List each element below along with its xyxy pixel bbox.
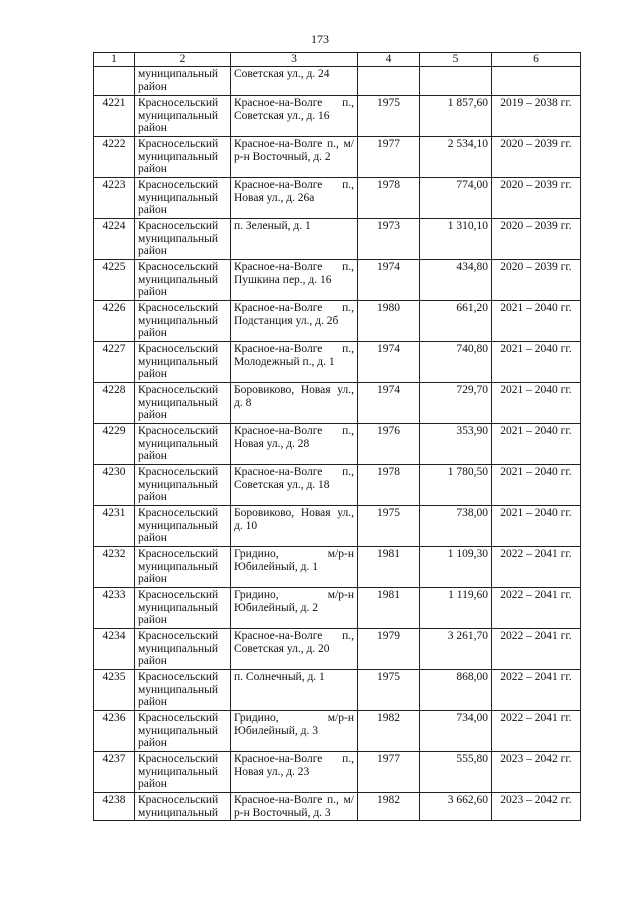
cell-district-text: Красносельский муниципальный район [138,138,219,176]
table-row [94,506,581,547]
cell-address-text: Гридино, м/р-н Юбилейный, д. 1 [234,548,354,573]
cell-district-text: Красносельский муниципальный район [138,97,219,135]
cell-address-text: Красное-на-Волге п., Пушкина пер., д. 16 [234,261,354,286]
cell-district-text: Красносельский муниципальный район [138,384,219,422]
table-row [94,547,581,588]
cell-year: 1977 [358,752,420,793]
cell-district [135,711,231,752]
cell-period: 2022 – 2041 гг. [492,711,581,752]
cell-address-text: п. Зеленый, д. 1 [234,220,311,232]
cell-period: 2020 – 2039 гг. [492,219,581,260]
cell-district [135,424,231,465]
cell-district [135,670,231,711]
cell-area: 1 310,10 [420,219,492,260]
cell-address [231,588,358,629]
table-row [94,178,581,219]
cell-address [231,260,358,301]
cell-address-text: Красное-на-Волге п., м/р-н Восточный, д. 3 [234,794,354,819]
cell-id: 4227 [94,342,135,383]
table-row [94,711,581,752]
cell-id [94,67,135,96]
cell-year: 1980 [358,301,420,342]
cell-district [135,137,231,178]
table-row [94,424,581,465]
cell-year: 1978 [358,178,420,219]
cell-district [135,67,231,96]
cell-address [231,96,358,137]
cell-area: 1 780,50 [420,465,492,506]
cell-area: 3 261,70 [420,629,492,670]
cell-year: 1974 [358,260,420,301]
cell-district-text: Красносельский муниципальный [138,794,219,819]
cell-year: 1978 [358,465,420,506]
cell-year: 1975 [358,96,420,137]
cell-id: 4222 [94,137,135,178]
cell-year: 1981 [358,547,420,588]
cell-address-text: Красное-на-Волге п., Молодежный п., д. 1 [234,343,354,368]
cell-id: 4236 [94,711,135,752]
cell-address-text: Красное-на-Волге п., м/р-н Восточный, д. 2 [234,138,354,163]
cell-area [420,67,492,96]
cell-address [231,547,358,588]
cell-address-text: Красное-на-Волге п., Подстанция ул., д. 2б [234,302,354,327]
cell-year: 1977 [358,137,420,178]
page-number: 173 [311,32,329,46]
cell-district [135,383,231,424]
cell-district [135,301,231,342]
table-row-continued [94,67,581,96]
cell-address [231,793,358,821]
cell-district [135,178,231,219]
cell-area: 353,90 [420,424,492,465]
cell-district-text: муниципальный район [138,68,219,93]
cell-district-text: Красносельский муниципальный район [138,466,219,504]
cell-district-text: Красносельский муниципальный район [138,671,219,709]
cell-period: 2021 – 2040 гг. [492,383,581,424]
cell-district [135,260,231,301]
cell-address-text: Красное-на-Волге п., Советская ул., д. 18 [234,466,354,491]
cell-address [231,424,358,465]
cell-year: 1975 [358,506,420,547]
cell-district [135,506,231,547]
cell-area: 868,00 [420,670,492,711]
cell-area: 734,00 [420,711,492,752]
cell-period: 2023 – 2042 гг. [492,793,581,821]
cell-id: 4229 [94,424,135,465]
cell-district-text: Красносельский муниципальный район [138,630,219,668]
cell-period: 2022 – 2041 гг. [492,629,581,670]
table-row [94,219,581,260]
cell-address [231,752,358,793]
cell-address-text: п. Солнечный, д. 1 [234,671,325,683]
cell-district-text: Красносельский муниципальный район [138,589,219,627]
cell-id: 4221 [94,96,135,137]
cell-address [231,219,358,260]
table-row [94,383,581,424]
cell-address [231,178,358,219]
cell-district [135,96,231,137]
cell-district [135,342,231,383]
cell-period: 2023 – 2042 гг. [492,752,581,793]
column-header-5: 5 [420,53,492,67]
cell-id: 4228 [94,383,135,424]
cell-address [231,342,358,383]
cell-period [492,67,581,96]
cell-address [231,301,358,342]
table-row [94,465,581,506]
cell-area: 3 662,60 [420,793,492,821]
cell-district [135,629,231,670]
cell-period: 2021 – 2040 гг. [492,506,581,547]
cell-year: 1981 [358,588,420,629]
cell-period: 2020 – 2039 гг. [492,260,581,301]
cell-area: 2 534,10 [420,137,492,178]
cell-period: 2022 – 2041 гг. [492,588,581,629]
table-row [94,96,581,137]
cell-area: 1 109,30 [420,547,492,588]
cell-area: 774,00 [420,178,492,219]
table-header [94,53,581,67]
cell-address [231,629,358,670]
cell-address-text: Красное-на-Волге п., Новая ул., д. 28 [234,425,354,450]
cell-area: 738,00 [420,506,492,547]
table-row [94,629,581,670]
cell-id: 4233 [94,588,135,629]
cell-district [135,752,231,793]
cell-district-text: Красносельский муниципальный район [138,179,219,217]
cell-address-text: Гридино, м/р-н Юбилейный, д. 2 [234,589,354,614]
column-header-6: 6 [492,53,581,67]
cell-address-text: Красное-на-Волге п., Новая ул., д. 23 [234,753,354,778]
cell-address-text: Красное-на-Волге п., Новая ул., д. 26а [234,179,354,204]
cell-id: 4235 [94,670,135,711]
cell-period: 2022 – 2041 гг. [492,670,581,711]
cell-address-text: Боровиково, Новая ул., д. 10 [234,507,354,532]
cell-district-text: Красносельский муниципальный район [138,302,219,340]
cell-id: 4237 [94,752,135,793]
table-body [94,67,581,821]
cell-year [358,67,420,96]
cell-district [135,219,231,260]
table-row [94,670,581,711]
cell-id: 4232 [94,547,135,588]
cell-district [135,465,231,506]
cell-period: 2020 – 2039 гг. [492,137,581,178]
cell-year: 1973 [358,219,420,260]
cell-id: 4226 [94,301,135,342]
cell-year: 1974 [358,383,420,424]
cell-district [135,793,231,821]
cell-district-text: Красносельский муниципальный район [138,712,219,750]
table-row [94,588,581,629]
cell-period: 2021 – 2040 гг. [492,342,581,383]
cell-id: 4238 [94,793,135,821]
cell-year: 1976 [358,424,420,465]
cell-id: 4234 [94,629,135,670]
cell-address [231,711,358,752]
cell-year: 1975 [358,670,420,711]
cell-address [231,465,358,506]
cell-id: 4225 [94,260,135,301]
column-header-1: 1 [94,53,135,67]
cell-area: 555,80 [420,752,492,793]
cell-area: 740,80 [420,342,492,383]
cell-address-text: Гридино, м/р-н Юбилейный, д. 3 [234,712,354,737]
table-row [94,752,581,793]
header-row [94,53,581,67]
cell-district-text: Красносельский муниципальный район [138,548,219,586]
housing-registry-table [93,52,581,821]
cell-district-text: Красносельский муниципальный район [138,343,219,381]
cell-id: 4224 [94,219,135,260]
column-header-3: 3 [231,53,358,67]
cell-district [135,588,231,629]
cell-district-text: Красносельский муниципальный район [138,220,219,258]
cell-year: 1982 [358,711,420,752]
cell-district-text: Красносельский муниципальный район [138,753,219,791]
cell-period: 2021 – 2040 гг. [492,424,581,465]
cell-id: 4231 [94,506,135,547]
table-row [94,301,581,342]
cell-period: 2021 – 2040 гг. [492,301,581,342]
cell-period: 2021 – 2040 гг. [492,465,581,506]
cell-id: 4223 [94,178,135,219]
cell-area: 1 857,60 [420,96,492,137]
cell-district-text: Красносельский муниципальный район [138,425,219,463]
column-header-2: 2 [135,53,231,67]
cell-address [231,506,358,547]
cell-district-text: Красносельский муниципальный район [138,507,219,545]
cell-year: 1979 [358,629,420,670]
cell-address-text: Боровиково, Новая ул., д. 8 [234,384,354,409]
cell-address [231,137,358,178]
cell-area: 729,70 [420,383,492,424]
table-row [94,137,581,178]
table-row [94,342,581,383]
cell-district-text: Красносельский муниципальный район [138,261,219,299]
cell-year: 1982 [358,793,420,821]
cell-address-text: Советская ул., д. 24 [234,68,330,80]
cell-period: 2022 – 2041 гг. [492,547,581,588]
cell-id: 4230 [94,465,135,506]
cell-address [231,67,358,96]
cell-address [231,383,358,424]
table-row [94,260,581,301]
cell-area: 661,20 [420,301,492,342]
cell-area: 1 119,60 [420,588,492,629]
cell-year: 1974 [358,342,420,383]
cell-address-text: Красное-на-Волге п., Советская ул., д. 16 [234,97,354,122]
cell-period: 2019 – 2038 гг. [492,96,581,137]
table-row [94,793,581,821]
cell-period: 2020 – 2039 гг. [492,178,581,219]
cell-area: 434,80 [420,260,492,301]
column-header-4: 4 [358,53,420,67]
cell-district [135,547,231,588]
cell-address-text: Красное-на-Волге п., Советская ул., д. 20 [234,630,354,655]
cell-address [231,670,358,711]
